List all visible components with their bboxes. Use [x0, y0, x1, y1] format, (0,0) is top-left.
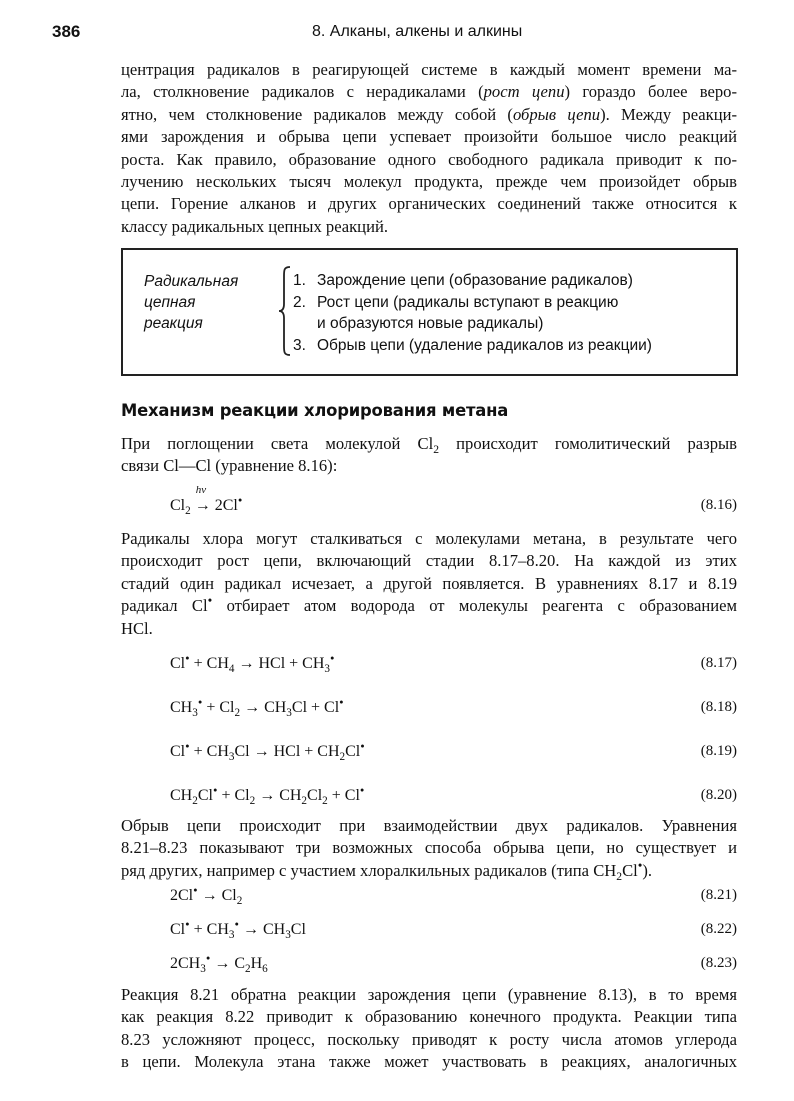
equation-formula: $Cl^• + CH_3^• \to CH_3Cl$: [170, 917, 306, 941]
text-line: цепи. Горение алканов и других органических соединений также относится к: [121, 194, 737, 214]
stage-item: 2. Рост цепи (радикалы вступают в реакцию: [293, 293, 619, 311]
label-line: Радикальная: [144, 273, 239, 290]
equation-formula: $Cl^• + CH_3Cl$ → HCl + $CH_2Cl^•$: [170, 739, 365, 763]
equation-8-23: [170, 951, 737, 977]
text-line: как реакция 8.22 приводит к образованию конечного продукта. Реакции типа: [121, 1007, 737, 1027]
equation-8-16: [170, 484, 737, 519]
equation-8-18: [170, 695, 737, 721]
final-paragraph: [121, 984, 737, 1074]
equation-number: (8.20): [700, 787, 737, 803]
equation-8-22: [170, 917, 737, 943]
text-line: 8.23 усложняют процесс, поскольку приводят к росту числа атомов углерода: [121, 1029, 737, 1049]
equation-number: (8.16): [700, 497, 737, 513]
intro-paragraph: [121, 59, 737, 238]
text-line: классу радикальных цепных реакций.: [121, 216, 388, 236]
text-line: в цепи. Молекула этана также может участвовать в реакциях, аналогичных: [121, 1052, 737, 1072]
term-chain-termination: обрыв цепи: [512, 104, 601, 124]
equation-number: (8.18): [700, 699, 737, 715]
page-number: 386: [52, 22, 81, 41]
text-line: HCl.: [121, 618, 153, 638]
photolysis-paragraph: [121, 433, 737, 478]
stage-item-continuation: и образуются новые радикалы): [317, 315, 544, 332]
running-head: [0, 22, 794, 46]
text-line: стадий один радикал исчезает, а другой появляется. В уравнениях 8.17 и 8.19: [121, 573, 737, 593]
equation-number: (8.23): [700, 955, 737, 971]
summary-box: [121, 248, 738, 376]
equation-formula: $2CH_3^• \to C_2H_6$: [170, 951, 268, 975]
stage-item: 3. Обрыв цепи (удаление радикалов из реакции): [293, 336, 652, 354]
equation-8-17: [170, 651, 737, 677]
text-line: ями зарождения и обрыва цепи успевает произойти большое число реакций: [121, 127, 737, 147]
equation-formula: $CH_2Cl^• + Cl_2 \to CH_2Cl_2 + Cl^•$: [170, 783, 365, 807]
equation-number: (8.19): [700, 743, 737, 759]
equation-formula: $Cl_2$ hv → 2Cl•: [170, 484, 243, 517]
text-line: Радикалы хлора могут сталкиваться с молекулами метана, в результате чего: [121, 529, 737, 548]
termination-paragraph: [121, 815, 737, 882]
term-chain-propagation: рост цепи: [483, 82, 565, 102]
text-line: происходит рост цепи, включающий стадии 8.17–8.20. На каждой из этих: [121, 551, 737, 571]
summary-box-label: [144, 271, 238, 334]
equation-formula: $CH_3^• + Cl_2 \to CH_3Cl + Cl^•$: [170, 695, 344, 719]
stage-item: 1. Зарождение цепи (образование радикалов): [293, 272, 633, 289]
equation-8-20: [170, 783, 737, 809]
stage-list: [293, 270, 652, 356]
text-line: ятно, чем столкновение радикалов между собой (обрыв цепи). Между реакци-: [121, 104, 738, 124]
text-line: радикал Cl• отбирает атом водорода от молекулы реагента с образованием: [121, 593, 737, 616]
text-line: связи Cl—Cl (уравнение 8.16):: [121, 456, 338, 476]
text-line: роста. Как правило, образование одного свободного радикала приводит к по-: [121, 149, 737, 169]
equation-8-19: [170, 739, 737, 765]
equation-number: (8.22): [700, 921, 737, 937]
text-line: При поглощении света молекулой $Cl_2$ происходит гомолитический разрыв: [121, 434, 737, 457]
text-line: центрация радикалов в реагирующей системе в каждый момент времени ма-: [121, 60, 737, 79]
text-line: ряд других, например с участием хлоралкильных радикалов (типа $CH_2Cl^•$).: [121, 857, 653, 883]
equation-formula: $2Cl^• \to Cl_2$: [170, 883, 243, 907]
text-line: лучению нескольких тысяч молекул продукта, прежде чем произойдет обрыв: [121, 172, 737, 192]
text-line: ла, столкновение радикалов с нерадикалами (рост цепи) гораздо более веро-: [121, 82, 738, 102]
equation-8-21: [170, 883, 737, 909]
photon-label: hv: [195, 484, 207, 496]
text-line: 8.21–8.23 показывают три возможных способа обрыва цепи, но существует и: [121, 838, 737, 858]
equation-number: (8.21): [700, 887, 737, 903]
text-line: Реакция 8.21 обратна реакции зарождения цепи (уравнение 8.13), в то время: [121, 985, 737, 1004]
label-line: цепная: [144, 294, 196, 311]
propagation-paragraph: [121, 528, 737, 640]
chapter-title: 8. Алканы, алкены и алкины: [312, 23, 523, 40]
text-line: Обрыв цепи происходит при взаимодействии двух радикалов. Уравнения: [121, 816, 737, 835]
label-line: реакция: [144, 315, 203, 332]
equation-number: (8.17): [700, 655, 737, 671]
section-heading: Механизм реакции хлорирования метана: [121, 401, 509, 420]
curly-brace-icon: [278, 266, 292, 356]
equation-formula: $Cl^• + CH_4$ → HCl + $CH_3^•$: [170, 651, 335, 675]
